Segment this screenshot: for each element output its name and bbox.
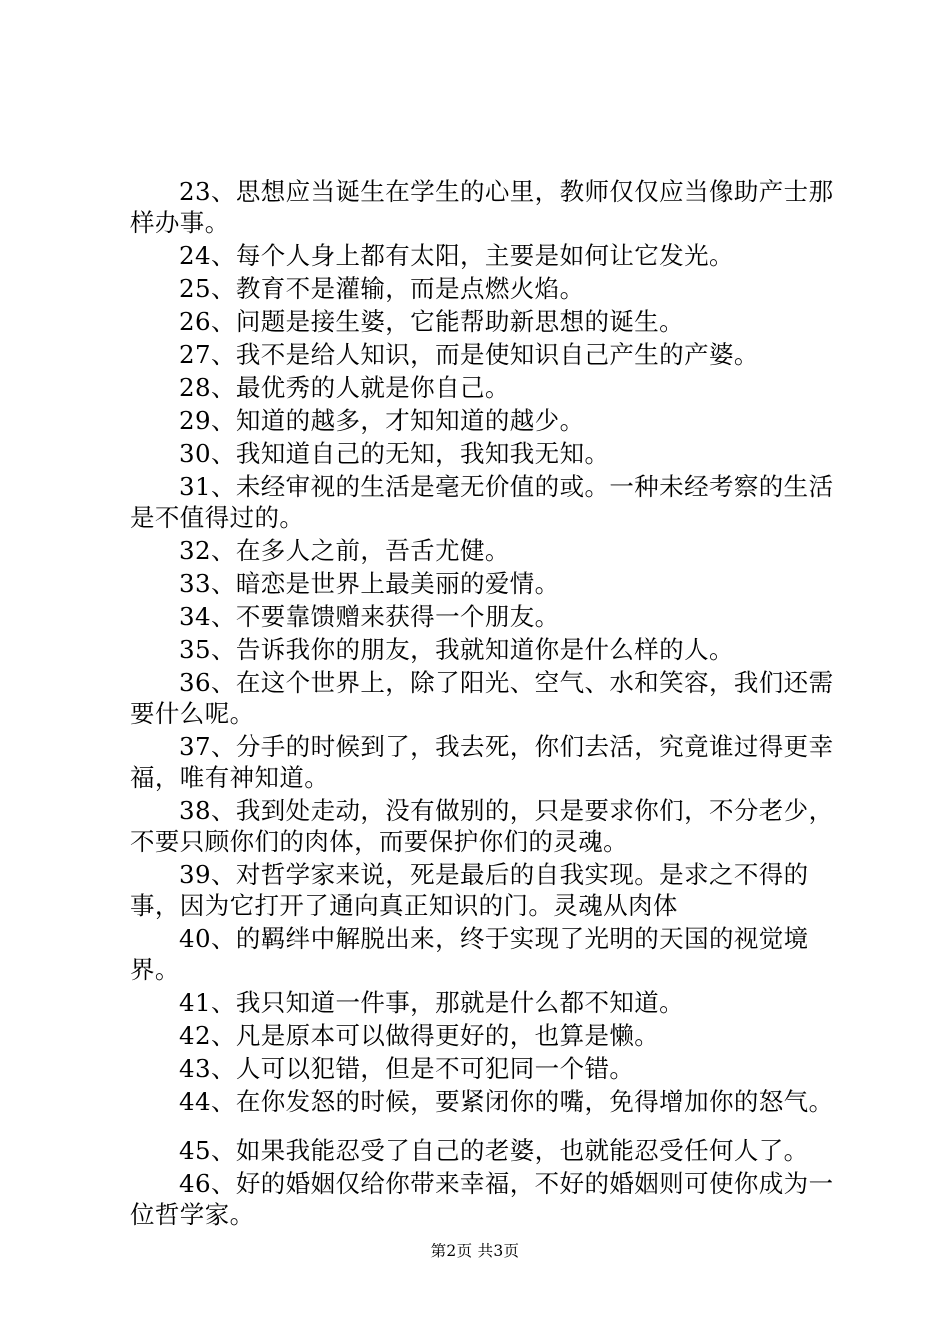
quote-paragraph-29: 29、知道的越多，才知知道的越少。 <box>179 406 585 435</box>
quote-paragraph-40: 40、的羁绊中解脱出来，终于实现了光明的天国的视觉境界。 <box>130 924 809 984</box>
quote-paragraph-25: 25、教育不是灌输，而是点燃火焰。 <box>179 274 585 303</box>
quote-paragraph-24: 24、每个人身上都有太阳，主要是如何让它发光。 <box>179 241 734 270</box>
quote-paragraph-23: 23、思想应当诞生在学生的心里，教师仅仅应当像助产士那样办事。 <box>130 177 834 237</box>
quote-paragraph-28: 28、最优秀的人就是你自己。 <box>179 373 510 402</box>
document-body <box>130 176 840 1232</box>
quote-paragraph-46: 46、好的婚姻仅给你带来幸福，不好的婚姻则可使你成为一位哲学家。 <box>130 1169 834 1229</box>
quote-paragraph-33: 33、暗恋是世界上最美丽的爱情。 <box>179 569 560 598</box>
quote-paragraph-43: 43、人可以犯错，但是不可犯同一个错。 <box>179 1054 635 1083</box>
quote-paragraph-26: 26、问题是接生婆，它能帮助新思想的诞生。 <box>179 307 685 336</box>
quote-paragraph-32: 32、在多人之前，吾舌尤健。 <box>179 536 510 565</box>
quote-paragraph-45: 45、如果我能忍受了自己的老婆，也就能忍受任何人了。 <box>179 1136 809 1165</box>
quote-paragraph-35: 35、告诉我你的朋友，我就知道你是什么样的人。 <box>179 635 734 664</box>
quote-paragraph-37: 37、分手的时候到了，我去死，你们去活，究竟谁过得更幸福，唯有神知道。 <box>130 732 834 792</box>
quote-paragraph-34: 34、不要靠馈赠来获得一个朋友。 <box>179 602 560 631</box>
quote-paragraph-36: 36、在这个世界上，除了阳光、空气、水和笑容，我们还需要什么呢。 <box>130 668 834 728</box>
quote-paragraph-42: 42、凡是原本可以做得更好的，也算是懒。 <box>179 1021 660 1050</box>
quote-paragraph-44: 44、在你发怒的时候，要紧闭你的嘴，免得增加你的怒气。 <box>179 1087 834 1116</box>
quote-paragraph-31: 31、未经审视的生活是毫无价值的或。一种未经考察的生活是不值得过的。 <box>130 472 834 532</box>
quote-paragraph-38: 38、我到处走动，没有做别的，只是要求你们，不分老少，不要只顾你们的肉体，而要保护你们的灵魂。 <box>130 796 834 856</box>
quote-paragraph-30: 30、我知道自己的无知，我知我无知。 <box>179 439 610 468</box>
quote-paragraph-41: 41、我只知道一件事，那就是什么都不知道。 <box>179 988 685 1017</box>
quote-paragraph-39: 39、对哲学家来说，死是最后的自我实现。是求之不得的事，因为它打开了通向真正知识的门。灵魂从肉体 <box>130 860 809 920</box>
page-number-footer: 第2页 共3页 <box>430 1242 520 1260</box>
quote-paragraph-27: 27、我不是给人知识，而是使知识自己产生的产婆。 <box>179 340 759 369</box>
